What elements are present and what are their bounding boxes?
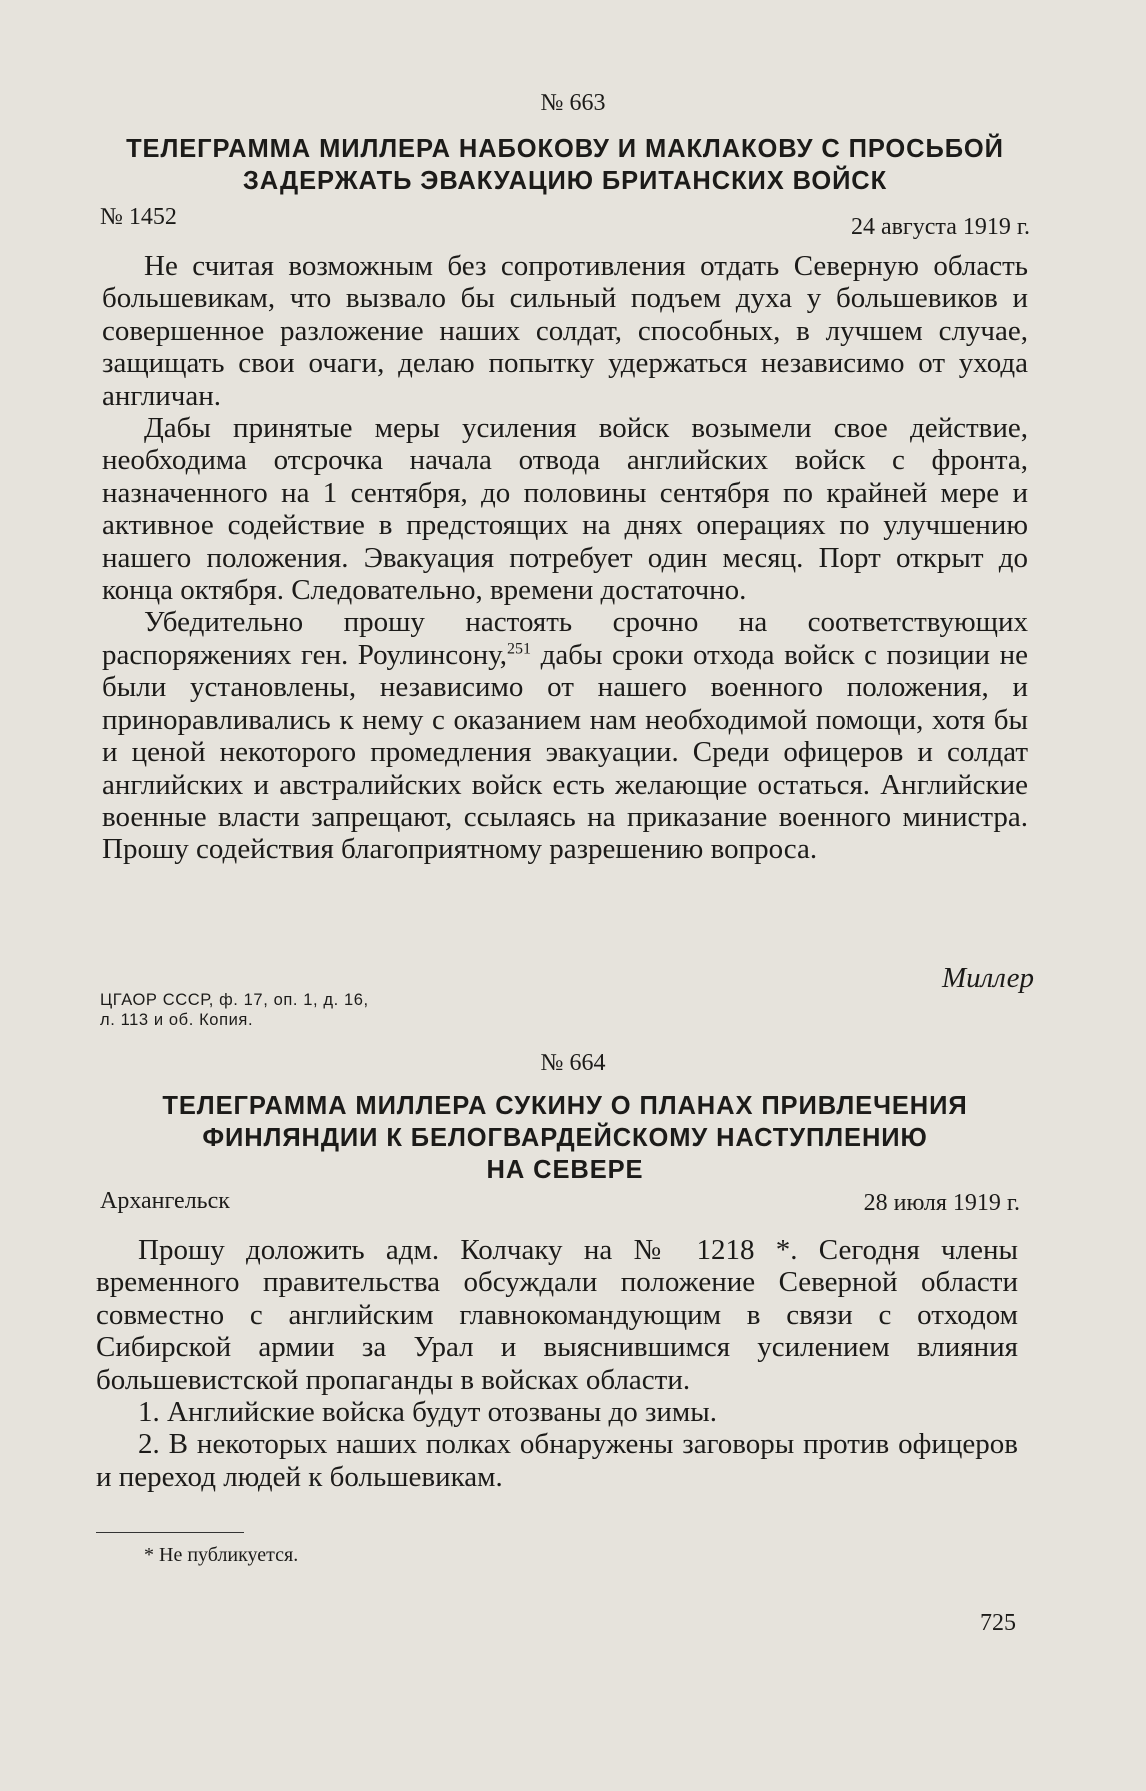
doc663-paragraph-3 [102, 606, 1028, 865]
doc664-title-line1: ТЕЛЕГРАММА МИЛЛЕРА СУКИНУ О ПЛАНАХ ПРИВЛЕЧЕНИЯ [162, 1092, 968, 1120]
doc663-paragraph-1: Не считая возможным без сопротивления отдать Северную область большевикам, что вызвало бы сильный подъем духа у большевиков и совершенное разложение наших солдат, способных, в лучшем случае, защищать свои очаги, делаю попытку удержаться независимо от ухода англичан. [102, 250, 1028, 412]
doc664-title-line3: НА СЕВЕРЕ [486, 1156, 644, 1184]
doc664-item-2: 2. В некоторых наших полках обнаружены заговоры против офицеров и переход людей к большевикам. [96, 1428, 1018, 1493]
doc663-paragraph-3-start: Убедительно прошу настоять срочно на соответствующих распоряжениях ген. Роулинсону, [102, 606, 1028, 671]
doc664-place: Архангельск [100, 1188, 230, 1214]
doc664-item-1: 1. Английские войска будут отозваны до зимы. [138, 1396, 718, 1429]
doc664-paragraph-1: Прошу доложить адм. Колчаку на № 1218 *. Сегодня члены временного правительства обсуждали положение Северной области совместно с английским главнокомандующим в связи с отходом Сибирской армии за Урал и выяснившимся усилением влияния большевистской пропаганды в войсках области. [96, 1234, 1018, 1396]
doc664-number: № 664 [540, 1050, 606, 1076]
doc664-date: 28 июля 1919 г. [863, 1190, 1020, 1216]
doc663-source-line2: л. 113 и об. Копия. [100, 1011, 254, 1029]
footnote: * Не публикуется. [144, 1544, 299, 1566]
doc663-ref: № 1452 [100, 204, 177, 230]
doc663-source-line1: ЦГАОР СССР, ф. 17, оп. 1, д. 16, [100, 991, 369, 1009]
footnote-divider [96, 1532, 244, 1533]
footnote-ref-251: 251 [507, 640, 532, 658]
doc663-signature: Миллер [941, 962, 1034, 994]
doc663-title-line2: ЗАДЕРЖАТЬ ЭВАКУАЦИЮ БРИТАНСКИХ ВОЙСК [242, 167, 888, 195]
doc663-paragraph-3-end: дабы сроки отхода войск с позиции не были установлены, независимо от нашего военного положения, и приноравливались к нему с оказанием нам необходимой помощи, хотя бы и ценой некоторого промедления эвакуации. Среди офицеров и солдат английских и австралийских войск есть желающие остаться. Английские военные власти запрещают, ссылаясь на приказание военного министра. Прошу содействия благоприятному разрешению вопроса. [102, 638, 1029, 866]
doc663-date: 24 августа 1919 г. [850, 214, 1030, 240]
doc663-body [102, 250, 1028, 866]
page-number: 725 [980, 1610, 1016, 1636]
doc663-paragraph-2: Дабы принятые меры усиления войск возымели свое действие, необходима отсрочка начала отвода английских войск с фронта, назначенного на 1 сентября, до половины сентября по крайней мере и активное содействие в предстоящих на днях операциях по улучшению нашего положения. Эвакуация потребует один месяц. Порт открыт до конца октября. Следовательно, времени достаточно. [102, 412, 1028, 607]
doc663-number: № 663 [540, 90, 606, 116]
doc664-body [96, 1234, 1018, 1493]
doc663-title-line1: ТЕЛЕГРАММА МИЛЛЕРА НАБОКОВУ И МАКЛАКОВУ С ПРОСЬБОЙ [126, 135, 1004, 163]
doc664-title-line2: ФИНЛЯНДИИ К БЕЛОГВАРДЕЙСКОМУ НАСТУПЛЕНИЮ [202, 1124, 928, 1152]
doc663-archive-source [100, 990, 369, 1030]
